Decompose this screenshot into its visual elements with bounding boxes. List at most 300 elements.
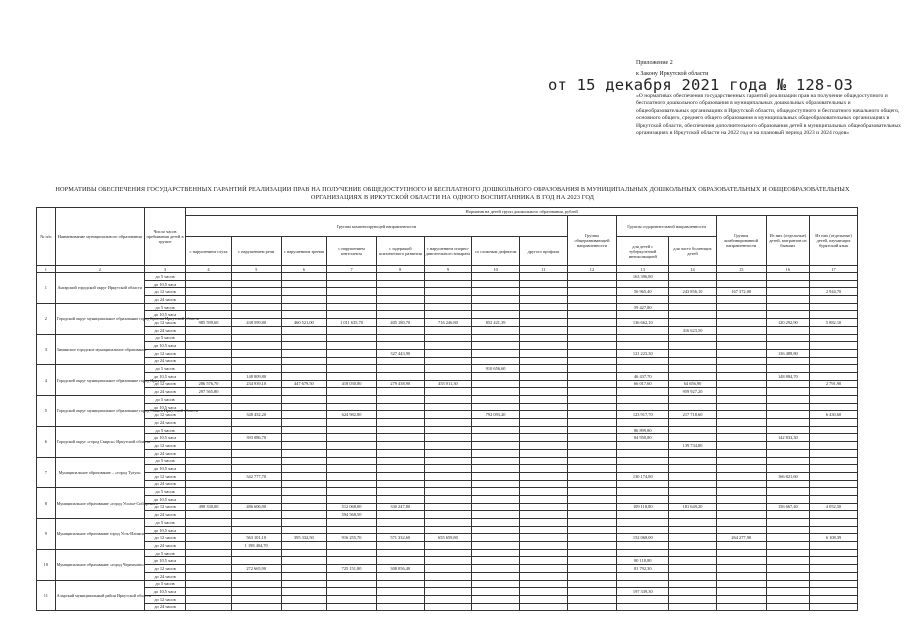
norm-value-cell [716, 588, 766, 596]
norm-value-cell [567, 349, 617, 357]
norm-value-cell: 56 965,40 [617, 288, 669, 296]
norm-value-cell [519, 326, 567, 334]
norm-value-cell [327, 357, 377, 365]
norm-value-cell [472, 296, 520, 304]
norm-value-cell [617, 495, 669, 503]
norm-value-cell [186, 334, 232, 342]
norm-value-cell [186, 549, 232, 557]
norm-value-cell [567, 296, 617, 304]
norm-value-cell [281, 549, 327, 557]
column-number: 17 [810, 266, 858, 273]
norm-value-cell [810, 334, 858, 342]
hours-label: до 5 часов [144, 273, 185, 281]
norm-value-cell [231, 296, 281, 304]
municipality-name: Муниципальное образование город Усть-Илимск [55, 519, 144, 550]
norm-value-cell [231, 288, 281, 296]
norm-value-cell: 405 180,70 [376, 319, 424, 327]
norm-value-cell [186, 488, 232, 496]
table-row [37, 488, 858, 496]
norm-value-cell [669, 311, 717, 319]
norm-value-cell [281, 449, 327, 457]
norm-value-cell [617, 280, 669, 288]
hours-label: до 24 часов [144, 603, 185, 611]
norm-value-cell: 916 255,70 [327, 534, 377, 542]
norm-value-cell [281, 565, 327, 573]
hours-label: до 24 часов [144, 572, 185, 580]
norm-value-cell: 279 438,90 [376, 380, 424, 388]
norm-value-cell [231, 457, 281, 465]
table-row [37, 511, 858, 519]
norm-value-cell: 243 856,10 [669, 288, 717, 296]
norm-value-cell [186, 480, 232, 488]
norm-value-cell [567, 319, 617, 327]
norm-value-cell [567, 472, 617, 480]
norm-value-cell [617, 580, 669, 588]
table-row [37, 357, 858, 365]
norm-value-cell [519, 388, 567, 396]
column-number: 15 [716, 266, 766, 273]
header-hours: Число часов пребывания детей в группе [144, 208, 185, 266]
norm-value-cell: 348 452,20 [231, 411, 281, 419]
column-number: 14 [669, 266, 717, 273]
norm-value-cell [231, 426, 281, 434]
norm-value-cell [810, 449, 858, 457]
norm-value-cell [186, 280, 232, 288]
header-extra1: Из них (отдельные) детей, мигрантов из бывших [766, 216, 810, 266]
norm-value-cell [472, 588, 520, 596]
norm-value-cell [281, 396, 327, 404]
norm-value-cell [567, 334, 617, 342]
norm-value-cell: 136 662,10 [617, 319, 669, 327]
norm-value-cell [669, 403, 717, 411]
norm-value-cell [567, 534, 617, 542]
appendix-law-reference: к Закону Иркутской области [636, 71, 709, 77]
norm-value-cell [810, 419, 858, 427]
norm-value-cell [281, 288, 327, 296]
norm-value-cell [567, 565, 617, 573]
norm-value-cell [617, 396, 669, 404]
norm-value-cell [810, 457, 858, 465]
norm-value-cell [766, 303, 810, 311]
norm-value-cell [766, 603, 810, 611]
norm-value-cell [766, 549, 810, 557]
norm-value-cell [716, 349, 766, 357]
table-row [37, 495, 858, 503]
norm-value-cell [716, 488, 766, 496]
norm-value-cell [519, 357, 567, 365]
norm-value-cell: 624 982,80 [327, 411, 377, 419]
norm-value-cell [766, 465, 810, 473]
norm-value-cell [376, 288, 424, 296]
table-row [37, 388, 858, 396]
norm-value-cell: 166 821,60 [766, 472, 810, 480]
norm-value-cell: 498 330,00 [186, 503, 232, 511]
column-number: 4 [186, 266, 232, 273]
hours-label: до 5 часов [144, 457, 185, 465]
norm-value-cell [519, 288, 567, 296]
norm-value-cell [567, 457, 617, 465]
norm-value-cell [472, 357, 520, 365]
norm-value-cell [519, 319, 567, 327]
norm-value-cell [617, 519, 669, 527]
table-row [37, 396, 858, 404]
norm-value-cell [186, 372, 232, 380]
norm-value-cell [716, 403, 766, 411]
norm-value-cell [231, 442, 281, 450]
norm-value-cell [716, 380, 766, 388]
norm-value-cell [669, 488, 717, 496]
table-row [37, 380, 858, 388]
municipality-name: Муниципальное образование – «город Тулун» [55, 457, 144, 488]
hours-label: до 12 часов [144, 442, 185, 450]
norm-value-cell [231, 480, 281, 488]
norm-value-cell [567, 426, 617, 434]
norm-value-cell [376, 434, 424, 442]
norm-value-cell [472, 403, 520, 411]
norm-value-cell [231, 326, 281, 334]
norm-value-cell [424, 580, 472, 588]
norm-value-cell [186, 534, 232, 542]
norm-value-cell: 6 430,60 [810, 411, 858, 419]
norm-value-cell [716, 396, 766, 404]
column-number: 8 [376, 266, 424, 273]
norm-value-cell [281, 588, 327, 596]
norm-value-cell [669, 519, 717, 527]
header-top: Норматив на детей групп дошкольного образования, рублей [186, 208, 858, 216]
norm-value-cell [327, 388, 377, 396]
norm-value-cell [766, 326, 810, 334]
norm-value-cell: 139 734,80 [669, 442, 717, 450]
norm-value-cell [424, 365, 472, 373]
column-number: 7 [327, 266, 377, 273]
hours-label: до 12 часов [144, 288, 185, 296]
municipality-name: Ангарский городской округ Иркутской области [55, 273, 144, 304]
table-row [37, 588, 858, 596]
norm-value-cell [327, 457, 377, 465]
norm-value-cell [472, 372, 520, 380]
norm-value-cell: 2 944,70 [810, 288, 858, 296]
norm-value-cell [424, 349, 472, 357]
norm-value-cell [376, 296, 424, 304]
norm-value-cell [716, 357, 766, 365]
norm-value-cell [186, 526, 232, 534]
norm-value-cell [716, 572, 766, 580]
norm-value-cell [716, 519, 766, 527]
norm-value-cell [810, 311, 858, 319]
norm-value-cell [810, 303, 858, 311]
norm-value-cell [519, 557, 567, 565]
norm-value-cell [810, 480, 858, 488]
norm-value-cell: 264 277,90 [716, 534, 766, 542]
norm-value-cell [472, 288, 520, 296]
norm-value-cell [519, 495, 567, 503]
norm-value-cell [376, 426, 424, 434]
column-number: 10 [472, 266, 520, 273]
column-number: 5 [231, 266, 281, 273]
norm-value-cell [231, 342, 281, 350]
norm-value-cell [716, 442, 766, 450]
norm-value-cell [567, 549, 617, 557]
norm-value-cell [424, 526, 472, 534]
norm-value-cell [472, 557, 520, 565]
norm-value-cell [186, 588, 232, 596]
norm-value-cell [281, 273, 327, 281]
municipality-name: Городской округ муниципальное образование город Саянск Иркутской области [55, 396, 144, 427]
norm-value-cell: 167 372,00 [716, 288, 766, 296]
header-num: № п/п [37, 208, 56, 266]
norm-value-cell [810, 542, 858, 550]
hours-label: до 24 часов [144, 326, 185, 334]
norm-value-cell [424, 472, 472, 480]
norm-value-cell [617, 480, 669, 488]
norm-value-cell [231, 580, 281, 588]
norm-value-cell [766, 488, 810, 496]
norm-value-cell [669, 419, 717, 427]
norm-value-cell [519, 465, 567, 473]
norm-value-cell [281, 419, 327, 427]
norm-value-cell: 80 118,80 [617, 557, 669, 565]
norm-value-cell: 64 656,90 [669, 380, 717, 388]
norm-value-cell [567, 542, 617, 550]
hours-label: до 12 часов [144, 319, 185, 327]
norm-value-cell [617, 342, 669, 350]
norm-value-cell [567, 495, 617, 503]
norm-value-cell: 148 809,80 [231, 372, 281, 380]
norm-value-cell [472, 457, 520, 465]
table-row [37, 419, 858, 427]
norm-value-cell [376, 442, 424, 450]
norm-value-cell [519, 472, 567, 480]
hours-label: до 10,5 часа [144, 495, 185, 503]
norm-value-cell: 297 565,80 [186, 388, 232, 396]
table-row [37, 319, 858, 327]
norm-value-cell [231, 365, 281, 373]
norm-value-cell [669, 588, 717, 596]
norm-value-cell [281, 388, 327, 396]
header-comp-intellect: с нарушением интеллекта [327, 237, 377, 266]
norm-value-cell [327, 288, 377, 296]
norm-value-cell [766, 565, 810, 573]
hours-label: до 12 часов [144, 534, 185, 542]
norm-value-cell [472, 472, 520, 480]
municipality-name: Аларский муниципальный район Иркутской области [55, 580, 144, 611]
norm-value-cell [519, 372, 567, 380]
table-row [37, 303, 858, 311]
norm-value-cell [327, 365, 377, 373]
norm-value-cell [424, 334, 472, 342]
norm-value-cell [567, 465, 617, 473]
hours-label: до 10,5 часа [144, 342, 185, 350]
norm-value-cell [186, 519, 232, 527]
norm-value-cell [376, 472, 424, 480]
norm-value-cell [186, 303, 232, 311]
norm-value-cell [281, 326, 327, 334]
norm-value-cell [810, 442, 858, 450]
hours-label: до 5 часов [144, 426, 185, 434]
norm-value-cell [472, 280, 520, 288]
norm-value-cell [424, 449, 472, 457]
norm-value-cell: 655 659,80 [424, 534, 472, 542]
norm-value-cell [281, 519, 327, 527]
norm-value-cell [766, 288, 810, 296]
norm-value-cell [472, 303, 520, 311]
norm-value-cell [519, 580, 567, 588]
norm-value-cell [810, 595, 858, 603]
hours-label: до 5 часов [144, 365, 185, 373]
norm-value-cell [231, 449, 281, 457]
table-row [37, 434, 858, 442]
norm-value-cell [519, 511, 567, 519]
table-row [37, 519, 858, 527]
norm-value-cell: 985 599,60 [186, 319, 232, 327]
norm-value-cell [567, 419, 617, 427]
norm-value-cell [472, 480, 520, 488]
header-comp-speech: с нарушением речи [231, 237, 281, 266]
norm-value-cell [327, 349, 377, 357]
norm-value-cell [567, 572, 617, 580]
norm-value-cell [617, 326, 669, 334]
norm-value-cell [766, 595, 810, 603]
law-title: «О нормативах обеспечения государственных гарантий реализации прав на получение общедоступного и бесплатного дошкольного образования в муниципальных дошкольных образовательных и общеобразовательных организациях в Иркутской области, общедоступного и бесплатного начального общего, основного общего, среднего общего образования в муниципальных общеобразовательных организациях в Иркутской области, обеспечения дополнительного образования детей в муниципальных общеобразовательных организациях в Иркутской области на 2022 год и на плановый период 2023 и 2024 годов» [636, 93, 901, 137]
norm-value-cell [376, 326, 424, 334]
norm-value-cell [766, 380, 810, 388]
norm-value-cell [231, 603, 281, 611]
table-row [37, 326, 858, 334]
norm-value-cell: 1 198 404,70 [231, 542, 281, 550]
norm-value-cell [281, 372, 327, 380]
norm-value-cell [810, 495, 858, 503]
norm-value-cell [810, 388, 858, 396]
norm-value-cell: 234 939,10 [231, 380, 281, 388]
norm-value-cell [186, 572, 232, 580]
norm-value-cell [424, 465, 472, 473]
norm-value-cell [376, 488, 424, 496]
norm-value-cell [669, 549, 717, 557]
table-row [37, 595, 858, 603]
norm-value-cell [716, 434, 766, 442]
hours-label: до 12 часов [144, 595, 185, 603]
norm-value-cell [810, 280, 858, 288]
norm-value-cell [617, 465, 669, 473]
norm-value-cell [424, 342, 472, 350]
table-row [37, 572, 858, 580]
hours-label: до 12 часов [144, 565, 185, 573]
norm-value-cell [519, 442, 567, 450]
norm-value-cell [567, 280, 617, 288]
norm-value-cell [231, 595, 281, 603]
norm-value-cell [376, 388, 424, 396]
norm-value-cell [231, 403, 281, 411]
norm-value-cell: 725 151,80 [327, 565, 377, 573]
norm-value-cell [716, 411, 766, 419]
norm-value-cell [567, 365, 617, 373]
norm-value-cell [716, 303, 766, 311]
norm-value-cell [424, 388, 472, 396]
norm-value-cell [424, 280, 472, 288]
norm-value-cell: 46 437,70 [617, 372, 669, 380]
norm-value-cell [376, 603, 424, 611]
norm-value-cell: 460 521,00 [281, 319, 327, 327]
table-row [37, 472, 858, 480]
norm-value-cell [669, 396, 717, 404]
norm-value-cell [669, 296, 717, 304]
norm-value-cell [376, 357, 424, 365]
column-number: 16 [766, 266, 810, 273]
norm-value-cell [617, 449, 669, 457]
norm-value-cell [766, 542, 810, 550]
row-number: 8 [37, 488, 56, 519]
norm-value-cell [327, 572, 377, 580]
norm-value-cell [281, 303, 327, 311]
norm-value-cell [519, 396, 567, 404]
norm-value-cell [327, 465, 377, 473]
norm-value-cell [669, 457, 717, 465]
norm-value-cell [424, 557, 472, 565]
norm-value-cell [231, 311, 281, 319]
hours-label: до 5 часов [144, 396, 185, 404]
norm-value-cell [519, 588, 567, 596]
norm-value-cell [424, 457, 472, 465]
norm-value-cell [472, 488, 520, 496]
municipality-name: Городской округ «город Свирск» Иркутской области [55, 426, 144, 457]
norm-value-cell [669, 572, 717, 580]
norm-value-cell [766, 495, 810, 503]
norm-value-cell: 286 576,70 [186, 380, 232, 388]
row-number: 5 [37, 396, 56, 427]
norm-value-cell [766, 280, 810, 288]
norm-value-cell [231, 526, 281, 534]
norm-value-cell [766, 411, 810, 419]
norm-value-cell [327, 495, 377, 503]
norm-value-cell [810, 273, 858, 281]
norm-value-cell [186, 288, 232, 296]
norm-value-cell [424, 488, 472, 496]
norm-value-cell [231, 495, 281, 503]
norm-value-cell [716, 603, 766, 611]
norm-value-cell [567, 311, 617, 319]
table-row [37, 549, 858, 557]
norm-value-cell [281, 480, 327, 488]
norm-value-cell [810, 326, 858, 334]
norm-value-cell [186, 495, 232, 503]
norm-value-cell [766, 557, 810, 565]
norm-value-cell [716, 595, 766, 603]
norm-value-cell [424, 296, 472, 304]
hours-label: до 5 часов [144, 549, 185, 557]
norm-value-cell [716, 342, 766, 350]
norm-value-cell: 594 568,50 [327, 511, 377, 519]
norm-value-cell [281, 465, 327, 473]
norm-value-cell [766, 480, 810, 488]
row-number: 10 [37, 549, 56, 580]
norm-value-cell [376, 549, 424, 557]
norm-value-cell [716, 549, 766, 557]
norm-value-cell [281, 542, 327, 550]
norm-value-cell [281, 342, 327, 350]
norm-value-cell [716, 511, 766, 519]
norm-value-cell [766, 273, 810, 281]
norm-value-cell [231, 273, 281, 281]
norm-value-cell [519, 273, 567, 281]
hours-label: до 10,5 часа [144, 403, 185, 411]
norm-value-cell [424, 419, 472, 427]
table-row [37, 442, 858, 450]
norm-value-cell [519, 480, 567, 488]
hours-label: до 10,5 часа [144, 557, 185, 565]
norm-value-cell [810, 511, 858, 519]
norm-value-cell [231, 488, 281, 496]
row-number: 9 [37, 519, 56, 550]
